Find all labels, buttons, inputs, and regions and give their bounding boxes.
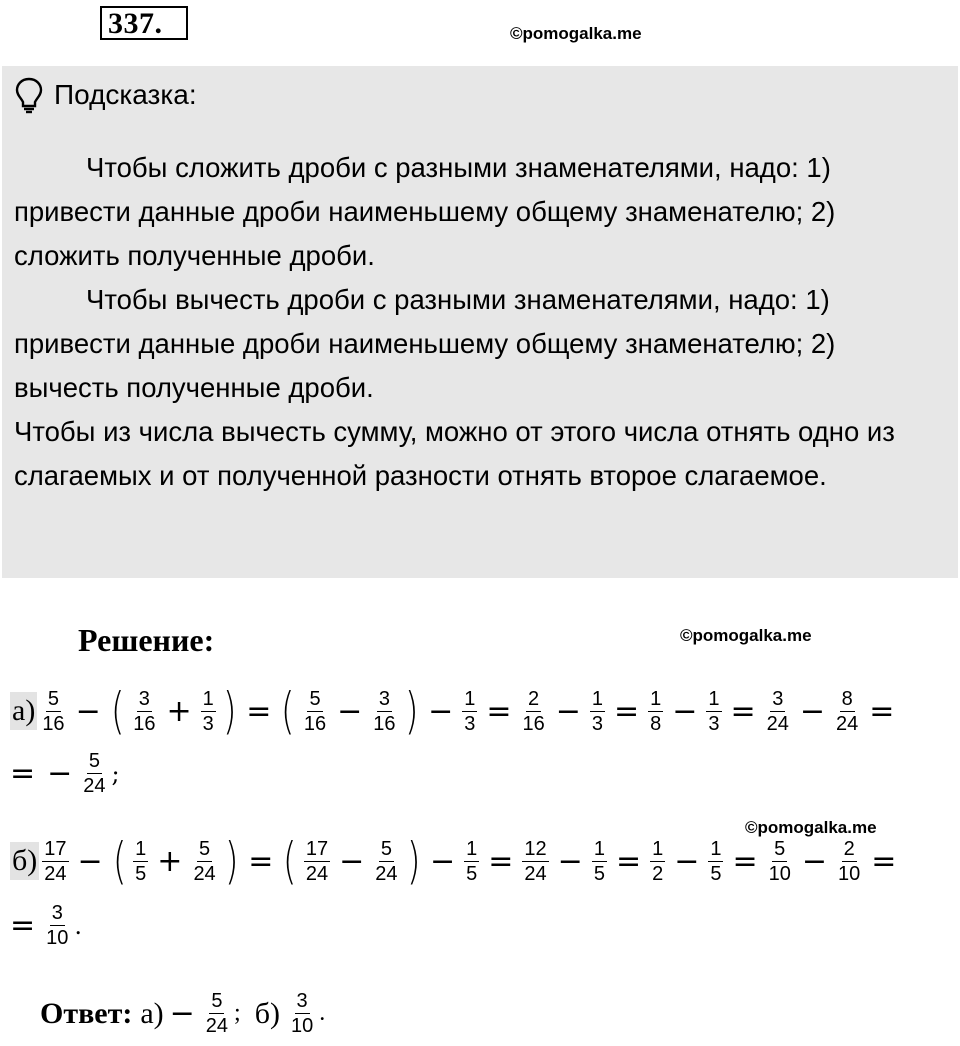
fraction: $\frac{1}{5}$ — [466, 837, 478, 885]
fraction: $\frac{1}{5}$ — [710, 837, 722, 885]
fraction: $\frac{5}{10}$ — [768, 837, 791, 885]
hint-header — [14, 76, 197, 114]
solution-a-line2: = − $\frac{5}{24}$ ; — [10, 750, 120, 797]
fraction: $\frac{1}{5}$ — [135, 837, 147, 885]
fraction: $\frac{2}{16}$ — [522, 687, 545, 735]
solution-a-line1: а) $\frac{5}{16}$ − ( $\frac{3}{16}$ + $\frac{1}{3}$ ) = ( $\frac{5}{16}$ − $\frac{3}{16}$ ) − $\frac{1}{3}$ = $\frac{2}{16}$ − $\frac{1}{3}$ = $\frac{1}{8}$ − $\frac{1}{3}$ = $\frac{3}{24}$ − $\frac{8}{24}$ = — [12, 682, 895, 740]
fraction: $\frac{12}{24}$ — [524, 837, 547, 885]
fraction: $\frac{17}{24}$ — [305, 837, 329, 885]
watermark: ©pomogalka.me — [745, 818, 877, 837]
fraction: $\frac{1}{3}$ — [464, 687, 476, 735]
hint-paragraph-sum: Чтобы из числа вычесть сумму, можно от этого числа отнять одно из слагаемых и от полученной разности отнять второе слагаемое. — [14, 416, 895, 491]
solution-title: Решение: — [78, 622, 215, 658]
hint-text — [14, 146, 944, 498]
part-b-label: б) — [10, 842, 39, 880]
answer-label: Ответ: — [40, 996, 133, 1030]
fraction: $\frac{1}{3}$ — [591, 687, 603, 735]
hint-title: Подсказка: — [54, 79, 197, 110]
fraction: $\frac{8}{24}$ — [836, 687, 859, 735]
answer-b-label: б) — [254, 996, 280, 1030]
fraction: $\frac{1}{3}$ — [202, 687, 214, 735]
watermark: ©pomogalka.me — [680, 626, 812, 645]
fraction: $\frac{3}{16}$ — [373, 687, 396, 735]
answer-a-label: а) — [140, 996, 164, 1030]
watermark: ©pomogalka.me — [510, 24, 642, 43]
fraction: $\frac{1}{8}$ — [650, 687, 662, 735]
solution-b-line1: б) $\frac{17}{24}$ − ( $\frac{1}{5}$ + $\frac{5}{24}$ ) = ( $\frac{17}{24}$ − $\frac{5}{24}$ ) − $\frac{1}{5}$ = $\frac{12}{24}$ − $\frac{1}{5}$ = $\frac{1}{2}$ − $\frac{1}{5}$ = $\frac{5}{10}$ − $\frac{2}{10}$ = — [12, 832, 897, 890]
fraction: $\frac{1}{5}$ — [593, 837, 605, 885]
fraction: $\frac{1}{2}$ — [652, 837, 664, 885]
solution-b-line2: = $\frac{3}{10}$ . — [10, 902, 83, 949]
part-a-label: а) — [10, 692, 37, 730]
task-number: 337. — [100, 6, 188, 40]
fraction: $\frac{3}{10}$ — [290, 990, 314, 1037]
fraction: $\frac{3}{16}$ — [133, 687, 156, 735]
answer-line: Ответ: а) − $\frac{5}{24}$ ; б) $\frac{3}{10}$ . — [40, 990, 326, 1037]
lightbulb-icon — [14, 76, 44, 114]
fraction: $\frac{5}{24}$ — [205, 990, 229, 1037]
fraction: $\frac{3}{24}$ — [766, 687, 789, 735]
fraction: $\frac{5}{24}$ — [193, 837, 216, 885]
fraction: $\frac{2}{10}$ — [838, 837, 861, 885]
fraction: $\frac{1}{3}$ — [708, 687, 720, 735]
fraction: $\frac{17}{24}$ — [44, 837, 67, 885]
fraction: $\frac{5}{16}$ — [303, 687, 327, 735]
fraction: $\frac{5}{24}$ — [83, 750, 106, 797]
fraction: $\frac{5}{16}$ — [42, 687, 65, 735]
hint-paragraph-add: Чтобы сложить дроби с разными знаменателями, надо: 1) привести данные дроби наименьшему общему знаменателю; 2) сложить полученные дроби. — [14, 152, 836, 271]
hint-paragraph-subtract: Чтобы вычесть дроби с разными знаменателями, надо: 1) привести данные дроби наименьшему общему знаменателю; 2) вычесть полученные дроби. — [14, 284, 836, 403]
fraction: $\frac{5}{24}$ — [375, 837, 398, 885]
fraction: $\frac{3}{10}$ — [46, 902, 69, 949]
